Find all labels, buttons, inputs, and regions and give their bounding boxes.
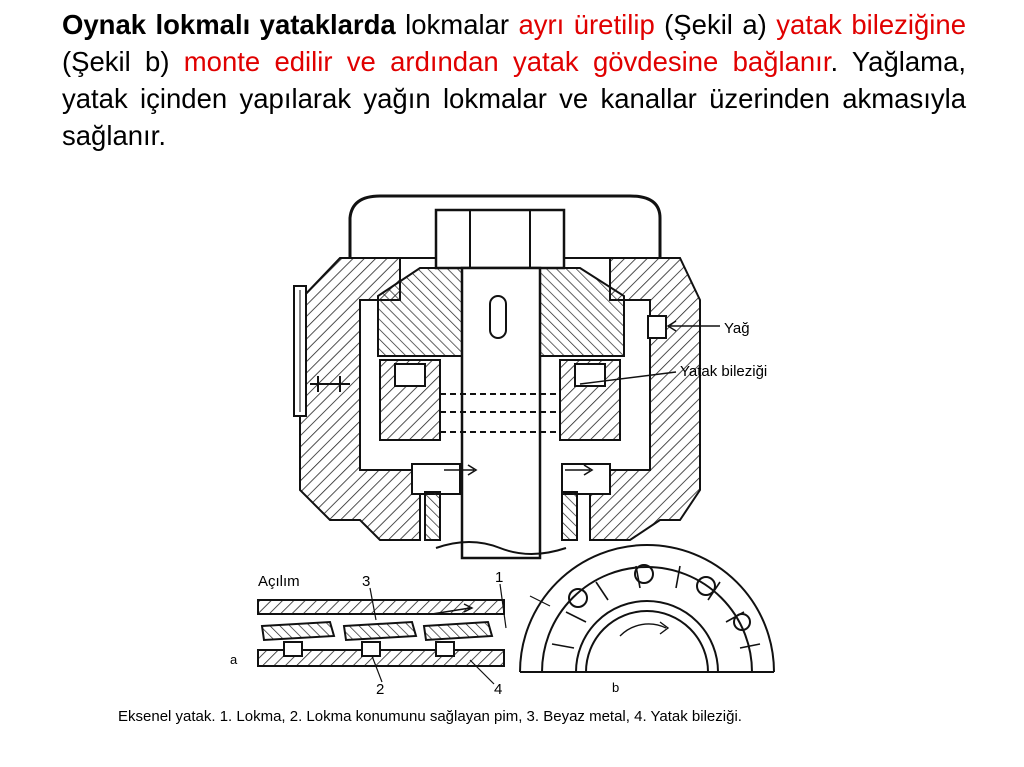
label-figure-b: b <box>612 680 620 695</box>
caption-main: Eksenel yatak. 1. Lokma, 2. Lokma konumunu sağlayan pim, 3. Beyaz metal, <box>118 708 630 725</box>
label-figure-a: a <box>230 652 238 667</box>
callout-4: 4 <box>494 681 503 698</box>
para-text-1: lokmalar <box>395 9 519 40</box>
callout-2: 2 <box>376 681 385 698</box>
figure-caption <box>118 708 742 725</box>
label-developed: Açılım <box>258 573 300 590</box>
para-text-4: . Yağlama, yatak içinden yapılarak yağın lokmalar ve kanallar üzerinden akmasıyla sağlanır. <box>62 46 967 151</box>
callout-3: 3 <box>362 573 371 590</box>
caption-tail: 4. Yatak bileziği. <box>629 708 742 725</box>
figure-b-bearing-ring <box>520 545 774 672</box>
main-section-view <box>294 196 720 558</box>
para-text-3: (Şekil b) <box>62 46 184 77</box>
para-red-1: ayrı üretilip <box>518 9 655 40</box>
label-oil: Yağ <box>724 320 750 337</box>
para-red-3: monte edilir ve ardından yatak gövdesine bağlanır <box>183 46 831 77</box>
label-bearing-ring: Yatak bileziği <box>680 363 768 380</box>
para-bold-title: Oynak lokmalı yataklarda <box>62 9 396 40</box>
figure-a-developed-view <box>258 584 506 684</box>
callout-1: 1 <box>495 569 504 586</box>
para-text-2: (Şekil a) <box>654 9 777 40</box>
para-red-2: yatak bileziğine <box>776 9 966 40</box>
